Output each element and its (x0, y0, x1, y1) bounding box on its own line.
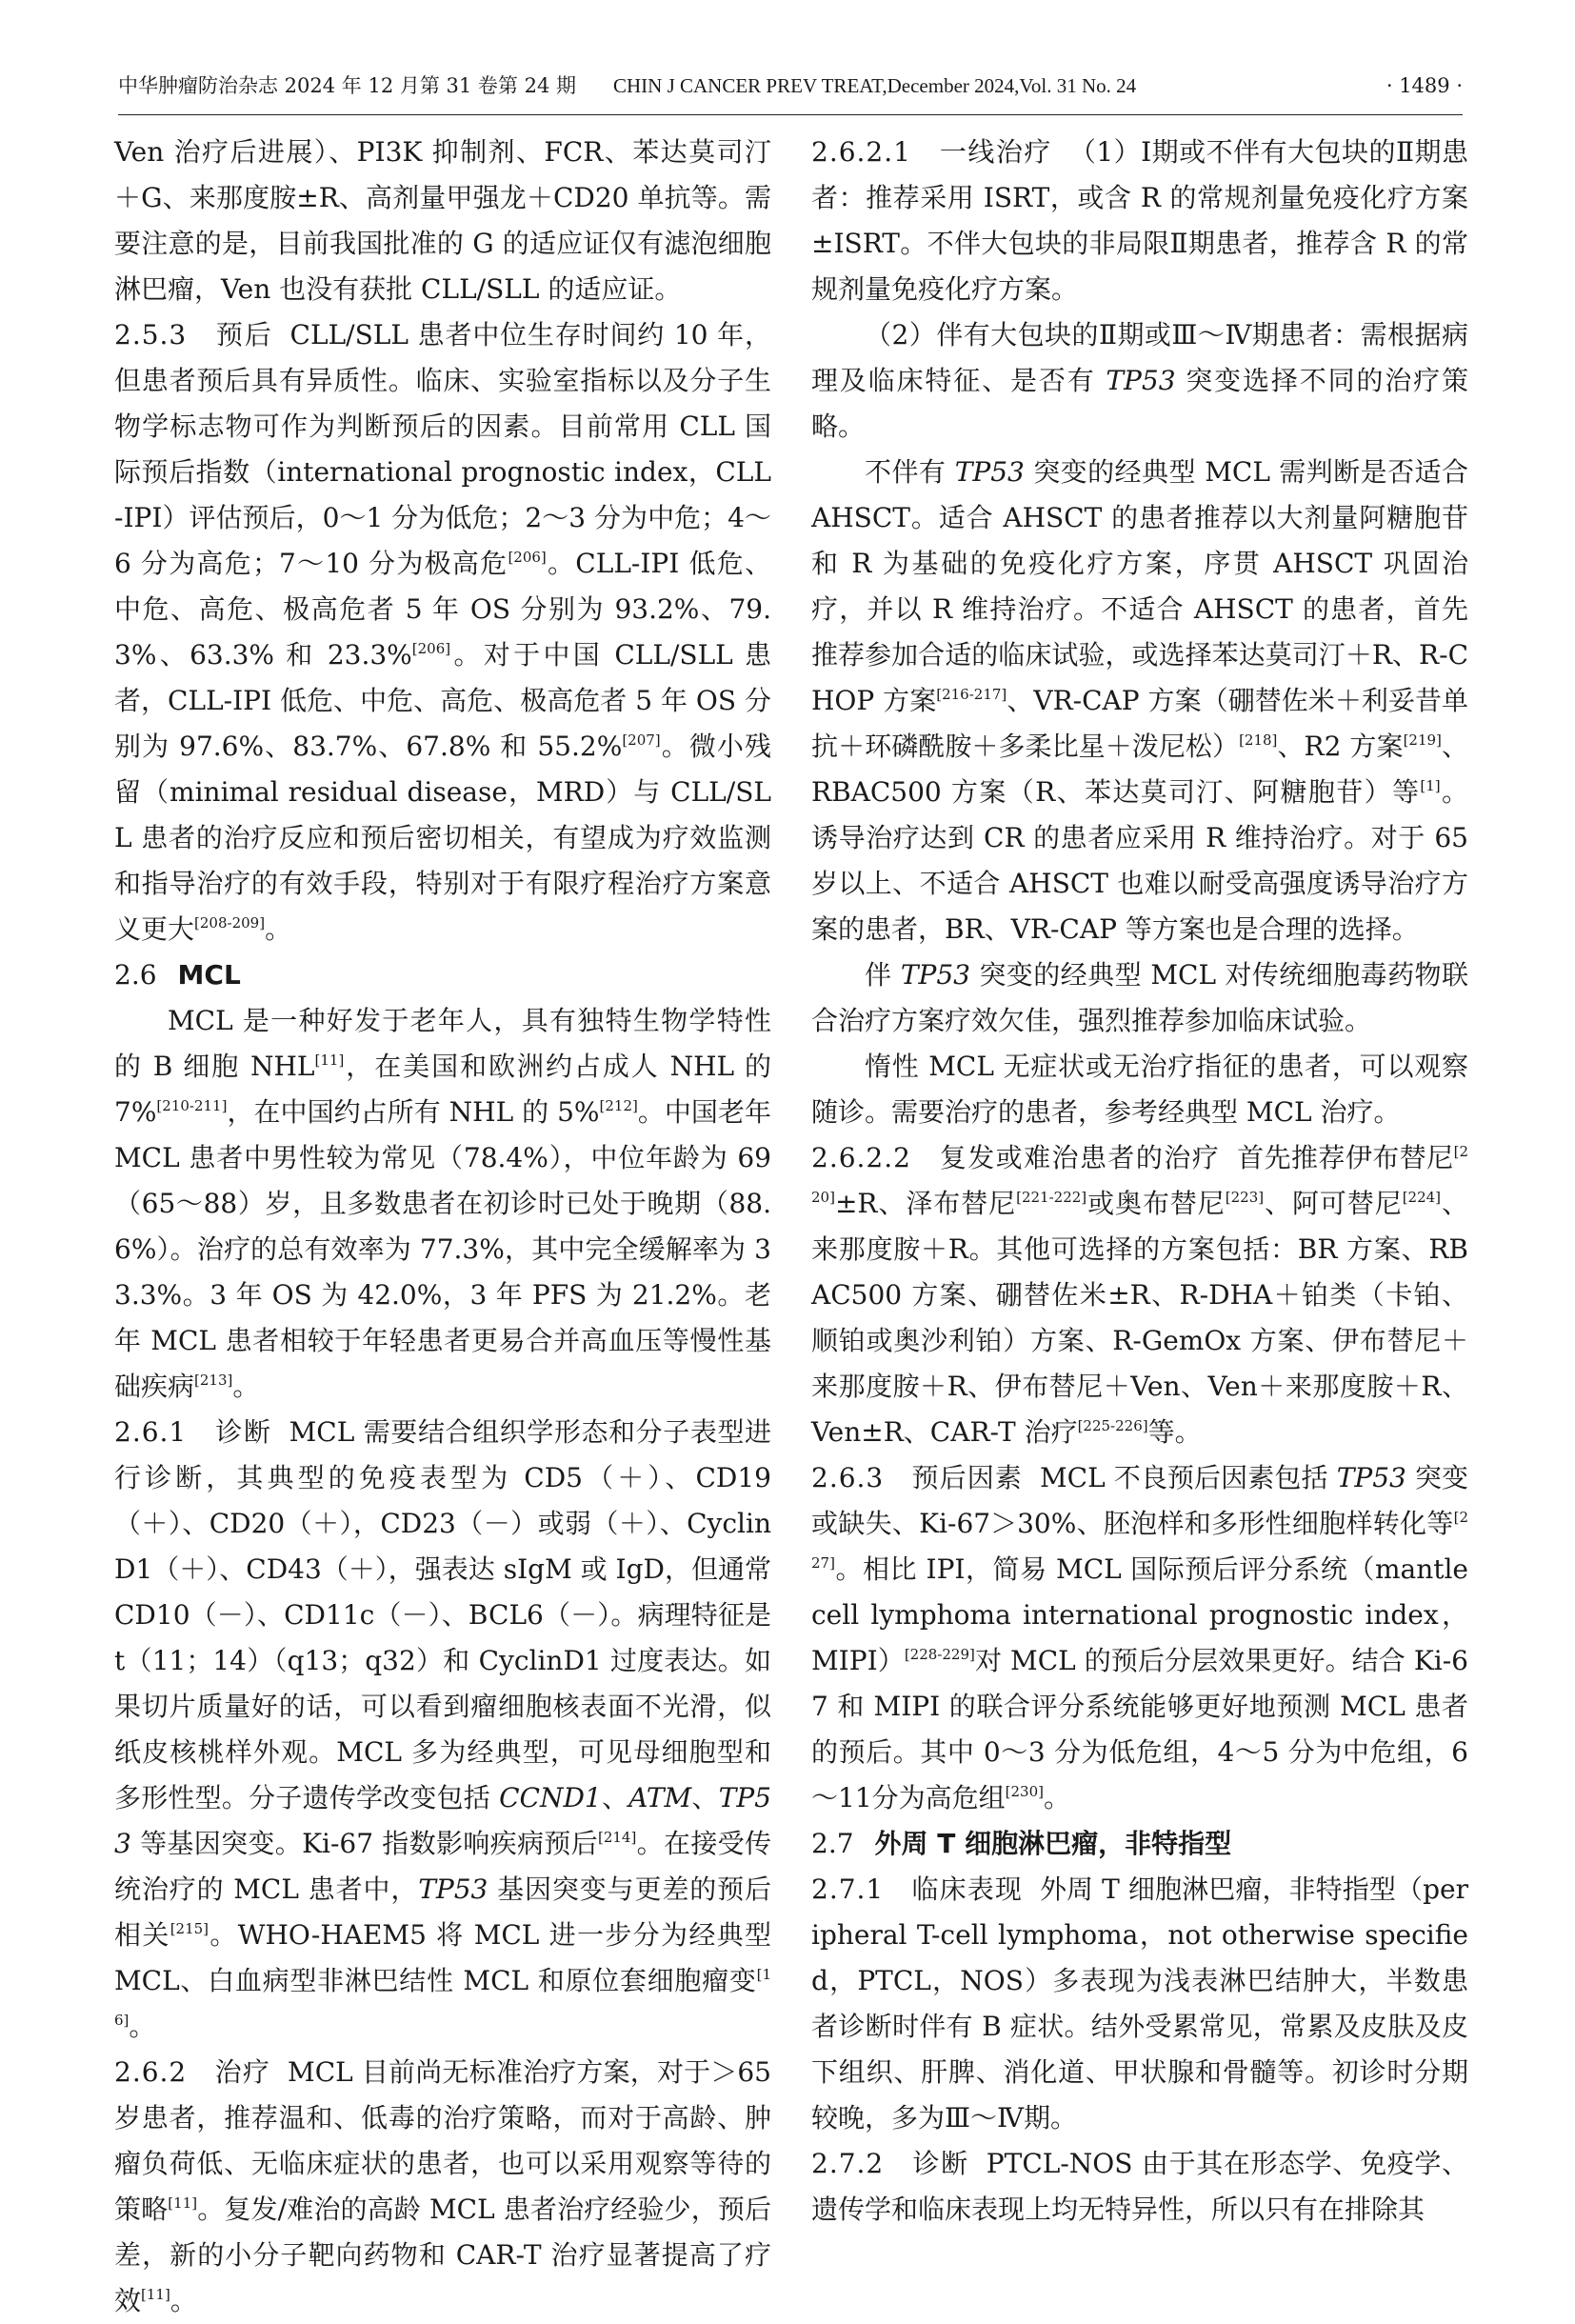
citation: [206] (508, 549, 547, 566)
citation: [208-209] (194, 914, 266, 932)
citation: [224] (1402, 1189, 1442, 1206)
section-heading: 2.6.1 诊断 (114, 1416, 272, 1448)
paragraph-tp53: 伴 TP53 突变的经典型 MCL 对传统细胞毒药物联合治疗方案疗效欠佳，强烈推荐参加临床试验。 (811, 959, 1469, 1036)
citation: [228-229] (904, 1646, 975, 1663)
citation: [214] (597, 1829, 637, 1846)
section-2-7-heading: 2.7 外周 T 细胞淋巴瘤，非特指型 (811, 1828, 1232, 1859)
section-heading: 2.6.2.1 一线治疗 (811, 136, 1052, 168)
citation: [225-226] (1077, 1417, 1148, 1434)
section-2-6-heading: 2.6 MCL (114, 959, 241, 991)
citation: [1] (1420, 777, 1441, 794)
citation: [218] (1239, 731, 1278, 749)
section-heading: 2.6.2.2 复发或难治患者的治疗 (811, 1142, 1221, 1173)
citation: [212] (599, 1097, 638, 1114)
citation: [220] (811, 1143, 1468, 1206)
citation: [206] (411, 640, 451, 657)
left-column (114, 130, 772, 2316)
section-2-6-2-1-first-line: 2.6.2.1 一线治疗 （1）Ⅰ期或不伴有大包块的Ⅱ期患者：推荐采用 ISRT，或含 R 的常规剂量免疫化疗方案±ISRT。不伴大包块的非局限Ⅱ期患者，推荐含 R 的常规剂量免疫化疗方案。 (811, 136, 1468, 305)
journal-title-en: CHIN J CANCER PREV TREAT,December 2024,Vol. 31 No. 24 (613, 74, 1137, 97)
section-heading: 2.7.2 诊断 (811, 2148, 969, 2179)
section-heading: 2.6.3 预后因素 (811, 1462, 1023, 1493)
paragraph-no-tp53: 不伴有 TP53 突变的经典型 MCL 需判断是否适合 AHSCT。适合 AHSCT 的患者推荐以大剂量阿糖胞苷和 R 为基础的免疫化疗方案，序贯 AHSCT 巩固治疗，并以 R 维持治疗。不适合 AHSCT 的患者，首先推荐参加合适的临床试验，或选择苯达莫司汀＋R、R-CHOP 方案[216-217]、VR-CAP 方案（硼替佐米＋利妥昔单抗＋环磷酰胺＋多柔比星＋泼尼松）[218]、R2 方案[219]、RBAC500 方案（R、苯达莫司汀、阿糖胞苷）等[1]。诱导治疗达到 CR 的患者应采用 R 维持治疗。对于 65 岁以上、不适合 AHSCT 也难以耐受高强度诱导治疗方案的患者，BR、VR-CAP 等方案也是合理的选择。 (811, 456, 1468, 945)
citation: [216-217] (936, 686, 1007, 703)
journal-title-cn: 中华肿瘤防治杂志 2024 年 12 月第 31 卷第 24 期 (118, 74, 577, 97)
page-number: · 1489 · (1386, 74, 1463, 97)
citation: [230] (1005, 1783, 1044, 1800)
section-2-5-3-prognosis: 2.5.3 预后 CLL/SLL 患者中位生存时间约 10 年，但患者预后具有异质性。临床、实验室指标以及分子生物学标志物可作为判断预后的因素。目前常用 CLL 国际预后指数（international prognostic index，CLL-IPI）评估预后，0～1 分为低危；2～3 分为中危；4～6 分为高危；7～10 分为极高危[206]。CLL-IPI 低危、中危、高危、极高危者 5 年 OS 分别为 93.2%、79.3%、63.3% 和 23.3%[206]。对于中国 CLL/SLL 患者，CLL-IPI 低危、中危、高危、极高危者 5 年 OS 分别为 97.6%、83.7%、67.8% 和 55.2%[207]。微小残留（minimal residual disease，MRD）与 CLL/SLL 患者的治疗反应和预后密切相关，有望成为疗效监测和指导治疗的有效手段，特别对于有限疗程治疗方案意义更大[208-209]。 (114, 319, 772, 945)
paragraph-mcl-intro: MCL 是一种好发于老年人，具有独特生物学特性的 B 细胞 NHL[11]，在美国和欧洲约占成人 NHL 的 7%[210-211]，在中国约占所有 NHL 的 5%[212]。中国老年 MCL 患者中男性较为常见（78.4%），中位年龄为 69（65～88）岁，且多数患者在初诊时已处于晚期（88.6%）。治疗的总有效率为 77.3%，其中完全缓解率为 33.3%。3 年 OS 为 42.0%，3 年 PFS 为 21.2%。老年 MCL 患者相较于年轻患者更易合并高血压等慢性基础疾病[213]。 (114, 1005, 771, 1402)
paragraph-indolent: 惰性 MCL 无症状或无治疗指征的患者，可以观察随诊。需要治疗的患者，参考经典型 MCL 治疗。 (811, 1051, 1468, 1128)
paragraph-bulky-stage: （2）伴有大包块的Ⅱ期或Ⅲ～Ⅳ期患者：需根据病理及临床特征、是否有 TP53 突变选择不同的治疗策略。 (811, 319, 1469, 442)
citation: [227] (811, 1509, 1468, 1572)
citation: [215] (169, 1920, 209, 1937)
section-2-6-3-prognostic-factors: 2.6.3 预后因素 MCL 不良预后因素包括 TP53 突变或缺失、Ki-67＞30%、胚泡样和多形性细胞样转化等[227]。相比 IPI，简易 MCL 国际预后评分系统（mantle cell lymphoma international prognostic index，MIPI）[228-229]对 MCL 的预后分层效果更好。结合 Ki-67 和 MIPI 的联合评分系统能够更好地预测 MCL 患者的预后。其中 0～3 分为低危组，4～5 分为中危组，6～11分为高危组[230]。 (811, 1462, 1469, 1813)
citation: [210-211] (156, 1097, 228, 1114)
section-2-6-2-2-relapsed: 2.6.2.2 复发或难治患者的治疗 首先推荐伊布替尼[220]±R、泽布替尼[221-222]或奥布替尼[223]、阿可替尼[224]、来那度胺＋R。其他可选择的方案包括：BR 方案、RBAC500 方案、硼替佐米±R、R-DHA＋铂类（卡铂、顺铂或奥沙利铂）方案、R-GemOx 方案、伊布替尼＋来那度胺＋R、伊布替尼＋Ven、Ven＋来那度胺＋R、Ven±R、CAR-T 治疗[225-226]等。 (811, 1142, 1468, 1448)
citation: [223] (1225, 1189, 1265, 1206)
running-header (118, 67, 1463, 105)
citation: [213] (194, 1372, 233, 1389)
section-heading: 2.7.1 临床表现 (811, 1873, 1023, 1905)
section-heading: 2.6.2 治疗 (114, 2056, 271, 2088)
section-heading: 2.5.3 预后 (114, 319, 273, 351)
right-column (811, 130, 1469, 2225)
paragraph-cll-treatment-cont: Ven 治疗后进展）、PI3K 抑制剂、FCR、苯达莫司汀＋G、来那度胺±R、高剂量甲强龙＋CD20 单抗等。需要注意的是，目前我国批准的 G 的适应证仅有滤泡细胞淋巴瘤，Ven 也没有获批 CLL/SLL 的适应证。 (114, 136, 771, 305)
section-2-6-2-treatment: 2.6.2 治疗 MCL 目前尚无标准治疗方案，对于＞65岁患者，推荐温和、低毒的治疗策略，而对于高龄、肿瘤负荷低、无临床症状的患者，也可以采用观察等待的策略[11]。复发/难治的高龄 MCL 患者治疗经验少，预后差，新的小分子靶向药物和 CAR-T 治疗显著提高了疗效[11]。 (114, 2056, 771, 2316)
citation: [207] (622, 731, 661, 749)
citation: [11] (314, 1052, 345, 1069)
citation: [16] (114, 1966, 771, 2029)
header-rule (118, 114, 1463, 115)
citation: [11] (168, 2194, 198, 2212)
citation: [219] (1403, 731, 1442, 749)
section-2-7-1-clinical: 2.7.1 临床表现 外周 T 细胞淋巴瘤，非特指型（peripheral T-cell lymphoma，not otherwise specified，PTCL，NOS）多表现为浅表淋巴结肿大，半数患者诊断时伴有 B 症状。结外受累常见，常累及皮肤及皮下组织、肝脾、消化道、甲状腺和骨髓等。初诊时分期较晚，多为Ⅲ～Ⅳ期。 (811, 1873, 1469, 2134)
section-2-7-2-diagnosis: 2.7.2 诊断 PTCL-NOS 由于其在形态学、免疫学、遗传学和临床表现上均无特异性，所以只有在排除其 (811, 2148, 1468, 2225)
section-2-6-1-diagnosis: 2.6.1 诊断 MCL 需要结合组织学形态和分子表型进行诊断，其典型的免疫表型为 CD5（＋）、CD19（＋）、CD20（＋），CD23（－）或弱（＋）、Cyclin D1（＋）、CD43（＋），强表达 sIgM 或 IgD，但通常 CD10（－）、CD11c（－）、BCL6（－）。病理特征是 t（11；14）（q13；q32）和 CyclinD1 过度表达。如果切片质量好的话，可以看到瘤细胞核表面不光滑，似纸皮核桃样外观。MCL 多为经典型，可见母细胞型和多形性型。分子遗传学改变包括 CCND1、ATM、TP53 等基因突变。Ki-67 指数影响疾病预后[214]。在接受传统治疗的 MCL 患者中，TP53 基因突变与更差的预后相关[215]。WHO-HAEM5 将 MCL 进一步分为经典型 MCL、白血病型非淋巴结性 MCL 和原位套细胞瘤变[16]。 (114, 1416, 771, 2042)
citation: [221-222] (1016, 1189, 1087, 1206)
citation: [11] (141, 2286, 170, 2303)
